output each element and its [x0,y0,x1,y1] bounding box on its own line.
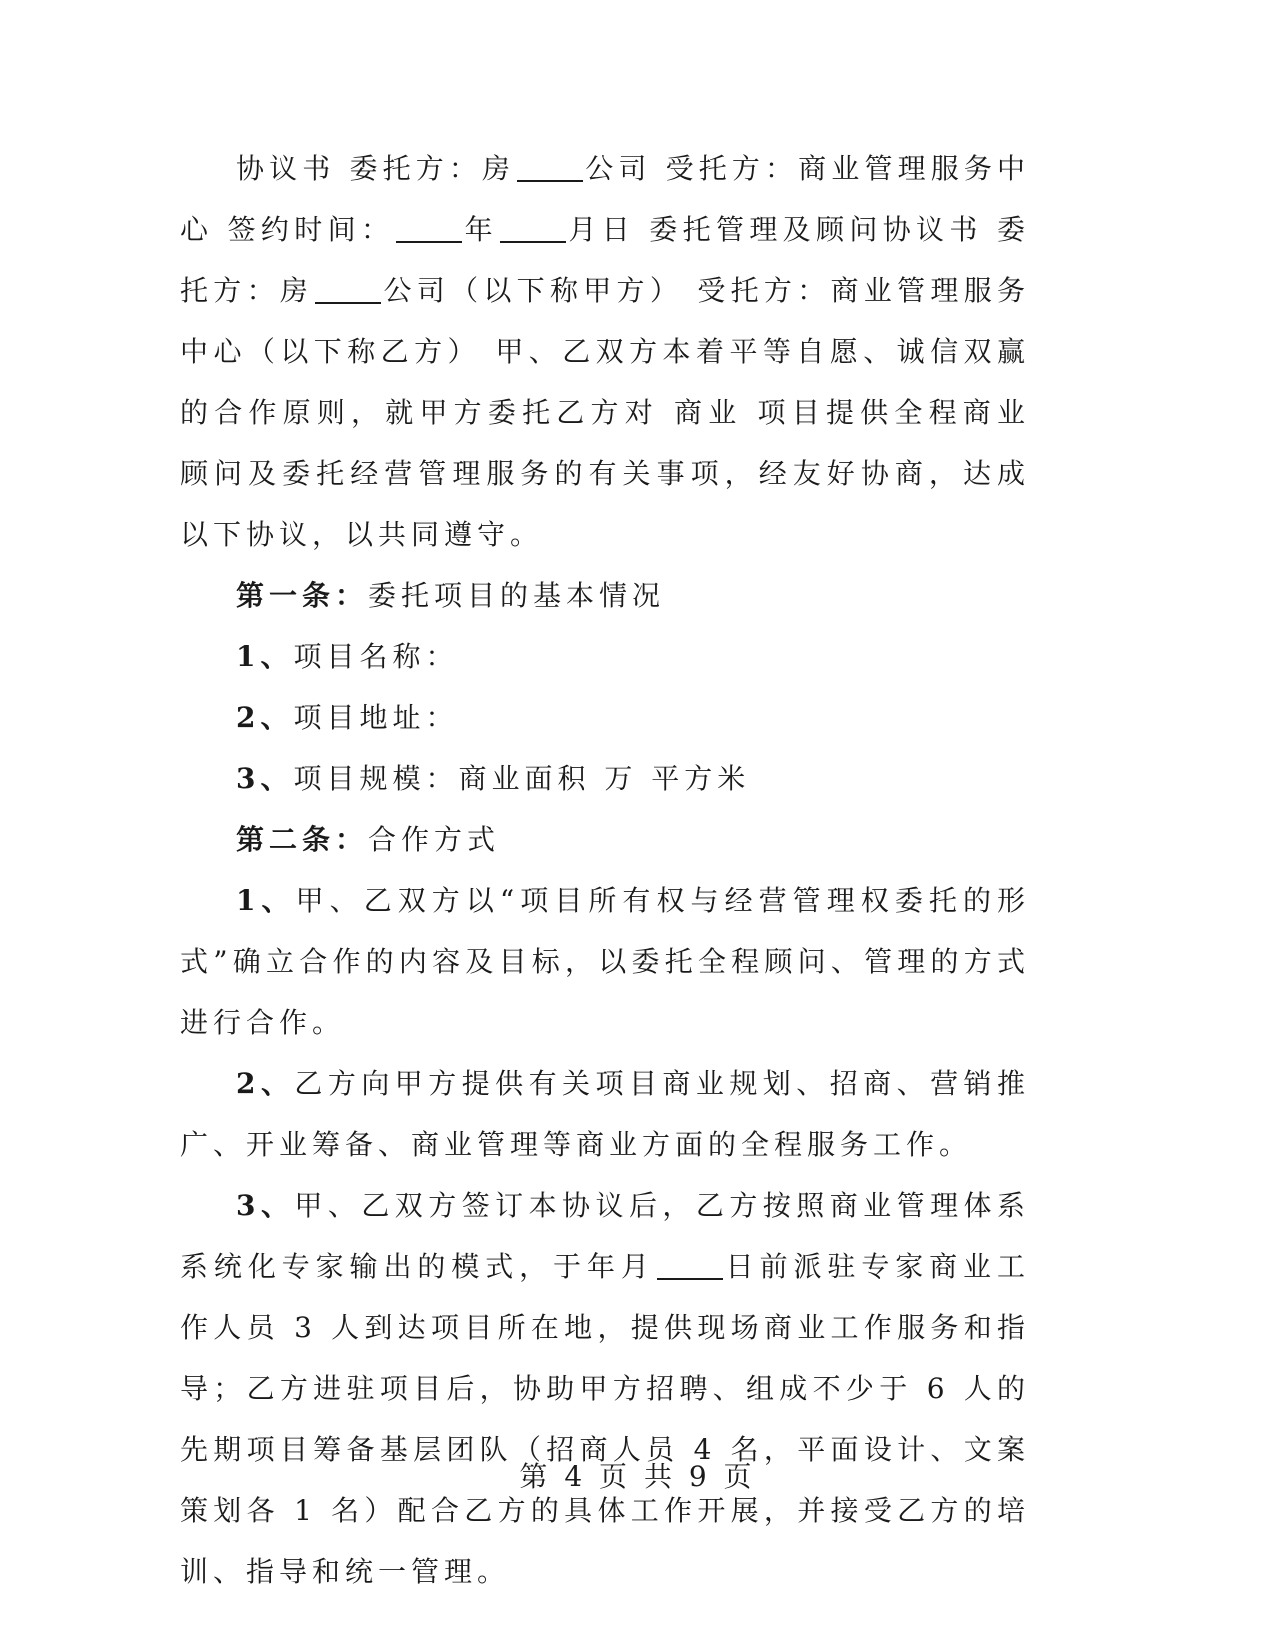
document-body [180,138,1030,1602]
intro-text-4: 月日 委托管理及顾问协议书 委托方：房 [180,213,1030,307]
page-number-footer: 第 4 页 共 9 页 [519,1460,756,1493]
article-1-item-2 [180,687,1030,748]
item-text: 乙方向甲方提供有关项目商业规划、招商、营销推广、开业筹备、商业管理等商业方面的全程服务工作。 [180,1067,1030,1161]
article-2-item-2 [180,1053,1030,1175]
blank-line [500,213,566,243]
intro-text-2: 公司 受托方：商业管理服务中心 签约时间： [180,152,1030,246]
article-1-item-1 [180,626,1030,687]
item-number: 1、 [236,884,296,917]
intro-text-3: 年 [464,213,499,246]
article-2-title: 合作方式 [368,823,501,856]
item-text: 甲、乙双方以“项目所有权与经营管理权委托的形式”确立合作的内容及目标，以委托全程顾问、管理的方式进行合作。 [180,884,1030,1039]
item-number: 1、 [236,640,294,673]
item-text: 日前派驻专家商业工作人员 3 人到达项目所在地，提供现场商业工作服务和指导；乙方进驻项目后，协助甲方招聘、组成不少于 6 人的先期项目筹备基层团队（招商人员 4 名，平面设计、文案策划各 1 名）配合乙方的具体工作开展，并接受乙方的培训、指导和统一管理。 [180,1250,1030,1588]
article-2-heading [180,809,1030,870]
item-text: 甲、乙双方签订本协议后，乙方按照商业管理体系系统化专家输出的模式，于年月 [180,1189,1030,1283]
blank-line [517,152,583,182]
item-number: 3、 [236,762,294,795]
blank-line [396,213,462,243]
item-number: 2、 [236,1067,295,1100]
article-1-item-3 [180,748,1030,809]
item-number: 3、 [236,1189,295,1222]
item-text: 项目地址： [293,701,459,734]
intro-text-5: 公司（以下称甲方） 受托方：商业管理服务中心（以下称乙方） 甲、乙双方本着平等自愿、诚信双赢的合作原则，就甲方委托乙方对 商业 项目提供全程商业顾问及委托经营管理服务的有关事项，经友好协商，达成以下协议，以共同遵守。 [180,274,1030,551]
article-1-heading [180,565,1030,626]
blank-line [315,274,381,304]
article-1-title: 委托项目的基本情况 [368,579,666,612]
article-2-item-3 [180,1175,1030,1602]
article-2-item-1 [180,870,1030,1053]
blank-line [657,1250,723,1280]
intro-paragraph [180,138,1030,565]
article-2-label: 第二条： [236,823,369,856]
article-1-label: 第一条： [236,579,369,612]
intro-text-1: 协议书 委托方：房 [236,152,516,185]
item-text: 项目名称： [293,640,459,673]
item-number: 2、 [236,701,294,734]
item-text: 项目规模：商业面积 万 平方米 [293,762,751,795]
